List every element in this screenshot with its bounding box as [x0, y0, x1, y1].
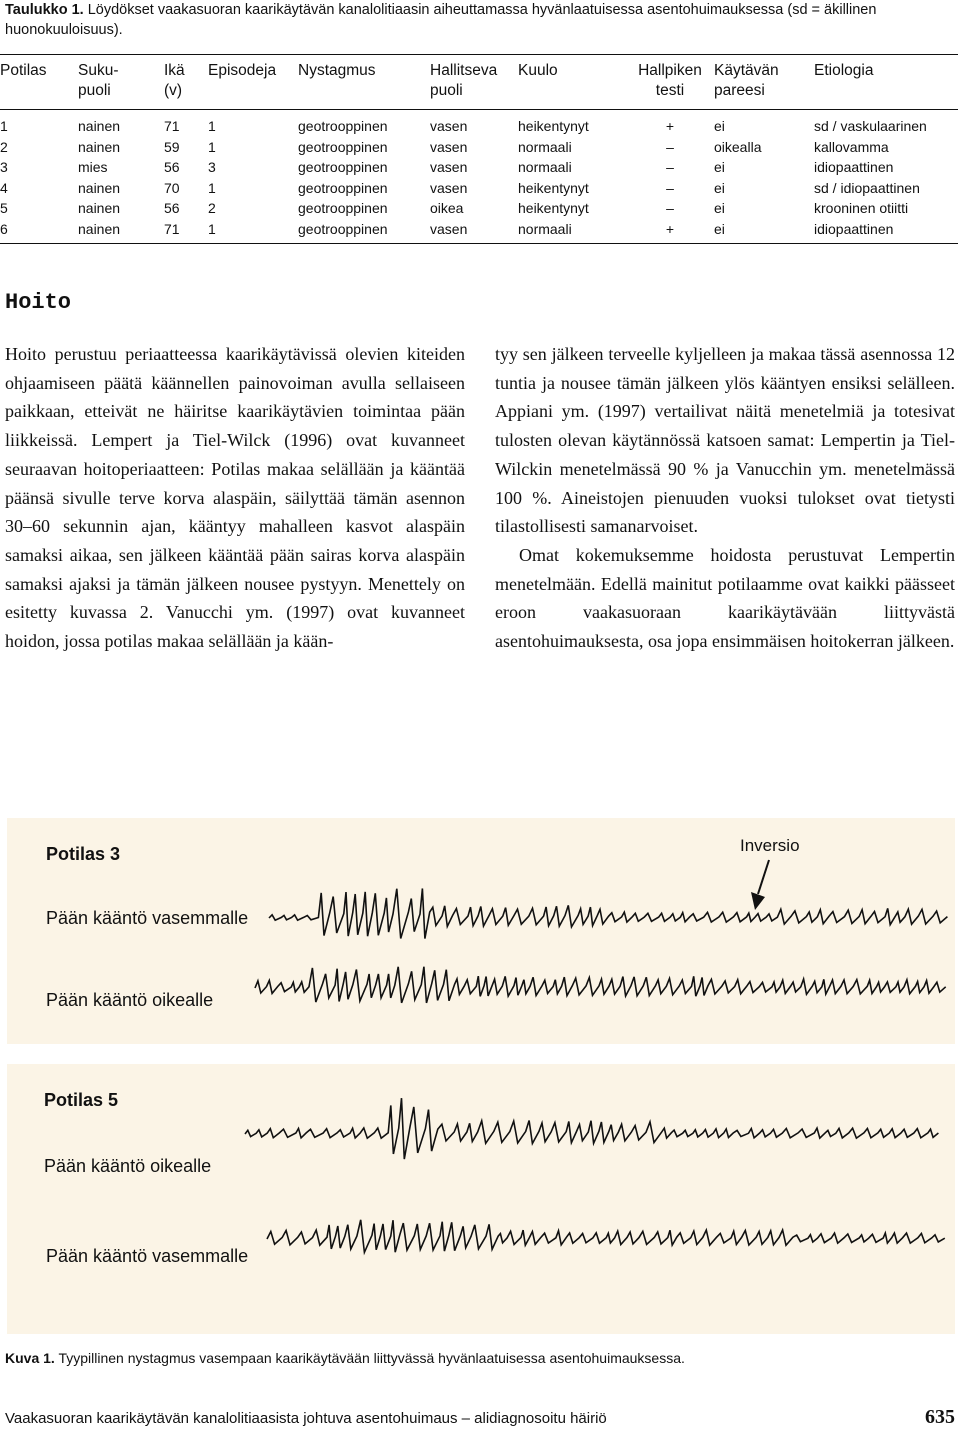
table-cell: geotrooppinen [298, 118, 388, 134]
table-cell: 56 [164, 159, 180, 175]
body-column-left [5, 340, 465, 656]
table-cell: kallovamma [814, 138, 889, 155]
table-caption-text: Löydökset vaakasuoran kaarikäytävän kanalolitiaasin aiheuttamassa hyvänlaatuisessa asentohuimauksessa (sd = äkillinen huonokuuloisuus). [5, 2, 877, 38]
table-cell: 2 [0, 138, 8, 155]
table-body [0, 110, 958, 244]
table-cell: 70 [164, 179, 180, 196]
table-cell: 6 [0, 220, 8, 237]
table-cell: ei [714, 118, 725, 134]
table-cell: 71 [164, 118, 180, 134]
table-cell: geotrooppinen [298, 179, 388, 196]
figure-caption-text: Tyypillinen nystagmus vasempaan kaarikäytävään liittyvässä hyvänlaatuisessa asentohuimauksessa. [54, 1350, 685, 1366]
table-cell: 1 [208, 118, 216, 134]
nystagmus-trace [255, 967, 946, 1003]
nystagmus-traces-patient-3 [7, 818, 955, 1044]
table-cell: – [666, 200, 674, 216]
table-header-cell [814, 55, 958, 110]
table-header-text: puoli [78, 82, 111, 99]
trace-label: Pään kääntö vasemmalle [46, 908, 249, 928]
table-cell: normaali [518, 220, 572, 237]
table-cell: 1 [208, 179, 216, 196]
table-cell: sd / vaskulaarinen [814, 118, 927, 134]
table-cell: 3 [0, 159, 8, 175]
table-cell: heikentynyt [518, 118, 589, 134]
table-cell: nainen [78, 220, 121, 237]
table-row [0, 157, 958, 178]
section-heading: Hoito [5, 290, 72, 315]
figure-caption [5, 1350, 685, 1366]
table-cell: geotrooppinen [298, 159, 388, 175]
table-row [0, 178, 958, 199]
nystagmus-trace [269, 889, 947, 939]
table-cell: – [666, 179, 674, 196]
table-header-cell [298, 55, 430, 110]
table-row [0, 219, 958, 244]
table-cell: geotrooppinen [298, 200, 388, 216]
table-cell: + [665, 220, 675, 237]
table-cell: nainen [78, 200, 121, 216]
table-cell: + [665, 118, 675, 134]
table-header-text: Ikä [164, 62, 185, 79]
table-cell: nainen [78, 138, 121, 155]
table-cell: ei [714, 220, 725, 237]
table-cell: 71 [164, 220, 180, 237]
table-cell: vasen [430, 138, 468, 155]
table-cell: vasen [430, 159, 468, 175]
table-header-cell [78, 55, 164, 110]
body-paragraph: Hoito perustuu periaatteessa kaarikäytävissä olevien kiteiden ohjaamiseen päätä käännellen painovoiman avulla sellaiseen paikkaan, etteivät ne häiritse kaarikäytävien toimintaa pään liikkeissä. Lempert ja Tiel-Wilck (1996) ovat kuvanneet seuraavan hoitoperiaatteen: Potilas makaa selällään ja kääntää päänsä sivulle terve korva alaspäin, säilyttää tämän asennon 30–60 sekunnin ajan, kääntyy mahalleen kasvot alaspäin samaksi aikaa, sen jälkeen kääntää pään sairas korva alaspäin samaksi ajaksi ja tämän jälkeen nousee pystyyn. Menettely on esitetty kuvassa 2. Vanucchi ym. (1997) ovat kuvanneet hoidon, jossa potilas makaa selällään ja kään- [5, 344, 465, 652]
table-row [0, 198, 958, 219]
table-cell: geotrooppinen [298, 138, 388, 155]
table-header-text: Nystagmus [298, 62, 376, 79]
table-header-text: Episodeja [208, 62, 277, 79]
table-cell: krooninen otiitti [814, 200, 909, 216]
table-row [0, 110, 958, 137]
trace-label: Pään kääntö oikealle [44, 1156, 212, 1176]
table-cell: – [666, 138, 674, 155]
table-header-cell [430, 55, 518, 110]
table-header-text: (v) [164, 82, 183, 99]
table-caption [5, 0, 955, 40]
table-cell: oikea [430, 200, 464, 216]
nystagmus-trace [267, 1220, 945, 1253]
table-cell: 1 [208, 220, 216, 237]
table-cell: 3 [208, 159, 216, 175]
table-cell: sd / idiopaattinen [814, 179, 920, 196]
page-number: 635 [925, 1406, 955, 1428]
table-cell: 5 [0, 200, 8, 216]
table-header-cell [164, 55, 208, 110]
inversion-annotation: Inversio [740, 836, 800, 855]
table-header-cell [518, 55, 626, 110]
table-cell: nainen [78, 118, 121, 134]
panel-title: Potilas 5 [44, 1090, 119, 1110]
table-header-cell [0, 55, 78, 110]
table-cell: vasen [430, 179, 468, 196]
table-header-text: Hallitseva [430, 62, 498, 79]
table-header-text: Kuulo [518, 62, 558, 79]
table-cell: vasen [430, 220, 468, 237]
table-header-text: Etiologia [814, 62, 874, 79]
table-header-text: Suku- [78, 62, 119, 79]
findings-table [0, 54, 958, 244]
table-cell: – [666, 159, 674, 175]
table-cell: heikentynyt [518, 200, 589, 216]
figure-panel-patient-3 [7, 818, 955, 1044]
table-caption-label: Taulukko 1. [5, 2, 84, 18]
trace-label: Pään kääntö oikealle [46, 990, 214, 1010]
table-header-row [0, 55, 958, 110]
table-header-text: pareesi [714, 82, 765, 99]
table-header-text: puoli [430, 82, 463, 99]
table-row [0, 137, 958, 158]
table-cell: geotrooppinen [298, 220, 388, 237]
trace-label: Pään kääntö vasemmalle [46, 1246, 249, 1266]
arrow-icon [751, 860, 769, 910]
body-paragraph: tyy sen jälkeen terveelle kyljelleen ja makaa tässä asennossa 12 tuntia ja nousee tämän jälkeen ylös kääntyen ensiksi selälleen. Appiani ym. (1997) vertailivat näitä menetelmiä ja totesivat tulosten olevan käytännössä katsoen samat: Lempertin ja Tiel-Wilckin menetelmässä 90 % ja Vanucchin ym. menetelmässä 100 %. Aineistojen pienuuden vuoksi tulokset ovat tietysti tilastollisesti samanarvoiset. [495, 344, 955, 537]
table-cell: idiopaattinen [814, 159, 894, 175]
table-header-cell [714, 55, 814, 110]
figure-caption-label: Kuva 1. [5, 1350, 55, 1366]
table-cell: 4 [0, 179, 8, 196]
table-cell: 1 [0, 118, 8, 134]
figure-panel-patient-5 [7, 1064, 955, 1334]
table-header-text: Potilas [0, 62, 47, 79]
table-cell: normaali [518, 159, 572, 175]
nystagmus-trace [245, 1098, 938, 1159]
table-cell: ei [714, 159, 725, 175]
table-cell: mies [78, 159, 108, 175]
table-cell: idiopaattinen [814, 220, 894, 237]
table-cell: vasen [430, 118, 468, 134]
table-cell: ei [714, 200, 725, 216]
table-cell: ei [714, 179, 725, 196]
table-cell: 2 [208, 200, 216, 216]
body-column-right [495, 340, 955, 656]
table-cell: nainen [78, 179, 121, 196]
table-header-text: testi [655, 82, 685, 99]
table-cell: oikealla [714, 138, 762, 155]
table-header-cell [208, 55, 298, 110]
nystagmus-traces-patient-5 [7, 1064, 955, 1334]
table-cell: heikentynyt [518, 179, 589, 196]
table-header-cell [626, 55, 714, 110]
table-cell: 59 [164, 138, 180, 155]
table-cell: 1 [208, 138, 216, 155]
body-paragraph: Omat kokemuksemme hoidosta perustuvat Lempertin menetelmään. Edellä mainitut potilaamme ovat kaikki päässeet eroon vaakasuoraan kaarikäytävään liittyvästä asentohuimauksesta, osa jopa ensimmäisen hoitokerran jälkeen. [495, 544, 955, 652]
table-header-text: Käytävän [714, 62, 779, 79]
table-cell: normaali [518, 138, 572, 155]
page-footer: Vaakasuoran kaarikäytävän kanalolitiaasista johtuva asentohuimaus – alidiagnosoitu häiriö [5, 1410, 607, 1427]
table-cell: 56 [164, 200, 180, 216]
table-header-text: Hallpiken [638, 62, 702, 79]
panel-title: Potilas 3 [46, 844, 121, 864]
